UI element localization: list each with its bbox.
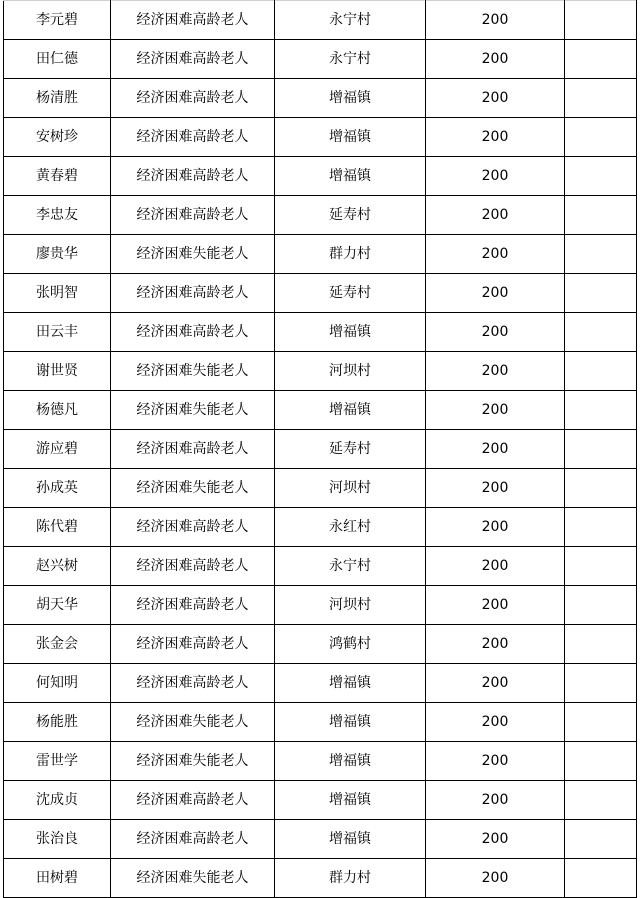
cell-amount: 200 <box>426 157 565 196</box>
cell-note <box>565 820 637 859</box>
cell-note <box>565 664 637 703</box>
cell-amount: 200 <box>426 820 565 859</box>
cell-note <box>565 1 637 40</box>
cell-village: 永宁村 <box>275 40 426 79</box>
cell-note <box>565 508 637 547</box>
cell-note <box>565 196 637 235</box>
table-row <box>4 430 637 469</box>
cell-note <box>565 469 637 508</box>
cell-amount: 200 <box>426 1 565 40</box>
cell-name: 雷世学 <box>4 742 111 781</box>
cell-amount: 200 <box>426 235 565 274</box>
cell-village: 河坝村 <box>275 586 426 625</box>
cell-name: 张金会 <box>4 625 111 664</box>
table-row <box>4 742 637 781</box>
cell-category: 经济困难高龄老人 <box>111 196 275 235</box>
cell-category: 经济困难高龄老人 <box>111 547 275 586</box>
cell-village: 增福镇 <box>275 79 426 118</box>
cell-amount: 200 <box>426 703 565 742</box>
cell-village: 群力村 <box>275 235 426 274</box>
cell-name: 张治良 <box>4 820 111 859</box>
cell-category: 经济困难高龄老人 <box>111 157 275 196</box>
cell-amount: 200 <box>426 313 565 352</box>
table-row <box>4 157 637 196</box>
cell-amount: 200 <box>426 664 565 703</box>
cell-name: 田仁德 <box>4 40 111 79</box>
cell-note <box>565 235 637 274</box>
cell-note <box>565 547 637 586</box>
cell-name: 田树碧 <box>4 859 111 898</box>
cell-category: 经济困难高龄老人 <box>111 625 275 664</box>
table-row <box>4 391 637 430</box>
cell-note <box>565 79 637 118</box>
cell-amount: 200 <box>426 508 565 547</box>
cell-amount: 200 <box>426 79 565 118</box>
cell-village: 增福镇 <box>275 703 426 742</box>
table-row <box>4 664 637 703</box>
cell-name: 游应碧 <box>4 430 111 469</box>
cell-name: 李忠友 <box>4 196 111 235</box>
cell-category: 经济困难高龄老人 <box>111 1 275 40</box>
cell-village: 鸿鹤村 <box>275 625 426 664</box>
cell-note <box>565 781 637 820</box>
table-row <box>4 118 637 157</box>
cell-name: 杨能胜 <box>4 703 111 742</box>
cell-village: 群力村 <box>275 859 426 898</box>
cell-category: 经济困难高龄老人 <box>111 274 275 313</box>
cell-name: 谢世贤 <box>4 352 111 391</box>
cell-name: 张明智 <box>4 274 111 313</box>
table-body <box>4 1 637 898</box>
cell-name: 杨德凡 <box>4 391 111 430</box>
cell-note <box>565 430 637 469</box>
cell-village: 增福镇 <box>275 391 426 430</box>
table-row <box>4 79 637 118</box>
cell-village: 增福镇 <box>275 313 426 352</box>
cell-amount: 200 <box>426 40 565 79</box>
cell-note <box>565 313 637 352</box>
cell-amount: 200 <box>426 391 565 430</box>
cell-amount: 200 <box>426 352 565 391</box>
cell-category: 经济困难失能老人 <box>111 235 275 274</box>
cell-name: 沈成贞 <box>4 781 111 820</box>
cell-note <box>565 742 637 781</box>
cell-name: 胡天华 <box>4 586 111 625</box>
cell-name: 廖贵华 <box>4 235 111 274</box>
cell-village: 增福镇 <box>275 118 426 157</box>
cell-village: 延寿村 <box>275 196 426 235</box>
cell-category: 经济困难失能老人 <box>111 391 275 430</box>
subsidy-table <box>3 0 637 898</box>
cell-note <box>565 274 637 313</box>
cell-village: 河坝村 <box>275 469 426 508</box>
cell-category: 经济困难高龄老人 <box>111 820 275 859</box>
cell-category: 经济困难失能老人 <box>111 703 275 742</box>
cell-village: 增福镇 <box>275 820 426 859</box>
cell-category: 经济困难高龄老人 <box>111 586 275 625</box>
cell-category: 经济困难高龄老人 <box>111 40 275 79</box>
cell-amount: 200 <box>426 625 565 664</box>
cell-name: 黄春碧 <box>4 157 111 196</box>
table-row <box>4 547 637 586</box>
cell-category: 经济困难高龄老人 <box>111 118 275 157</box>
cell-amount: 200 <box>426 430 565 469</box>
cell-note <box>565 586 637 625</box>
table-row <box>4 703 637 742</box>
cell-amount: 200 <box>426 196 565 235</box>
table-row <box>4 469 637 508</box>
table-row <box>4 40 637 79</box>
cell-note <box>565 118 637 157</box>
cell-note <box>565 703 637 742</box>
cell-note <box>565 352 637 391</box>
table-row <box>4 313 637 352</box>
cell-village: 河坝村 <box>275 352 426 391</box>
cell-category: 经济困难高龄老人 <box>111 430 275 469</box>
cell-name: 何知明 <box>4 664 111 703</box>
cell-amount: 200 <box>426 586 565 625</box>
cell-amount: 200 <box>426 274 565 313</box>
table-row <box>4 586 637 625</box>
table-row <box>4 352 637 391</box>
cell-amount: 200 <box>426 118 565 157</box>
cell-village: 永宁村 <box>275 1 426 40</box>
cell-village: 增福镇 <box>275 664 426 703</box>
cell-note <box>565 157 637 196</box>
table-row <box>4 235 637 274</box>
cell-category: 经济困难失能老人 <box>111 742 275 781</box>
cell-village: 增福镇 <box>275 157 426 196</box>
cell-category: 经济困难高龄老人 <box>111 664 275 703</box>
cell-name: 李元碧 <box>4 1 111 40</box>
cell-category: 经济困难高龄老人 <box>111 313 275 352</box>
cell-category: 经济困难失能老人 <box>111 352 275 391</box>
table-row <box>4 508 637 547</box>
table-row <box>4 1 637 40</box>
cell-name: 杨清胜 <box>4 79 111 118</box>
cell-village: 永红村 <box>275 508 426 547</box>
cell-village: 延寿村 <box>275 430 426 469</box>
cell-category: 经济困难高龄老人 <box>111 79 275 118</box>
cell-name: 田云丰 <box>4 313 111 352</box>
table-row <box>4 781 637 820</box>
cell-village: 增福镇 <box>275 742 426 781</box>
cell-village: 延寿村 <box>275 274 426 313</box>
cell-note <box>565 391 637 430</box>
cell-name: 赵兴树 <box>4 547 111 586</box>
cell-amount: 200 <box>426 781 565 820</box>
cell-name: 孙成英 <box>4 469 111 508</box>
cell-amount: 200 <box>426 469 565 508</box>
cell-category: 经济困难高龄老人 <box>111 508 275 547</box>
cell-amount: 200 <box>426 859 565 898</box>
cell-amount: 200 <box>426 742 565 781</box>
cell-category: 经济困难失能老人 <box>111 469 275 508</box>
cell-note <box>565 625 637 664</box>
cell-note <box>565 40 637 79</box>
cell-amount: 200 <box>426 547 565 586</box>
table-row <box>4 196 637 235</box>
cell-village: 永宁村 <box>275 547 426 586</box>
cell-name: 陈代碧 <box>4 508 111 547</box>
cell-category: 经济困难失能老人 <box>111 859 275 898</box>
table-row <box>4 625 637 664</box>
cell-village: 增福镇 <box>275 781 426 820</box>
table-row <box>4 274 637 313</box>
cell-name: 安树珍 <box>4 118 111 157</box>
table-row <box>4 820 637 859</box>
cell-category: 经济困难高龄老人 <box>111 781 275 820</box>
